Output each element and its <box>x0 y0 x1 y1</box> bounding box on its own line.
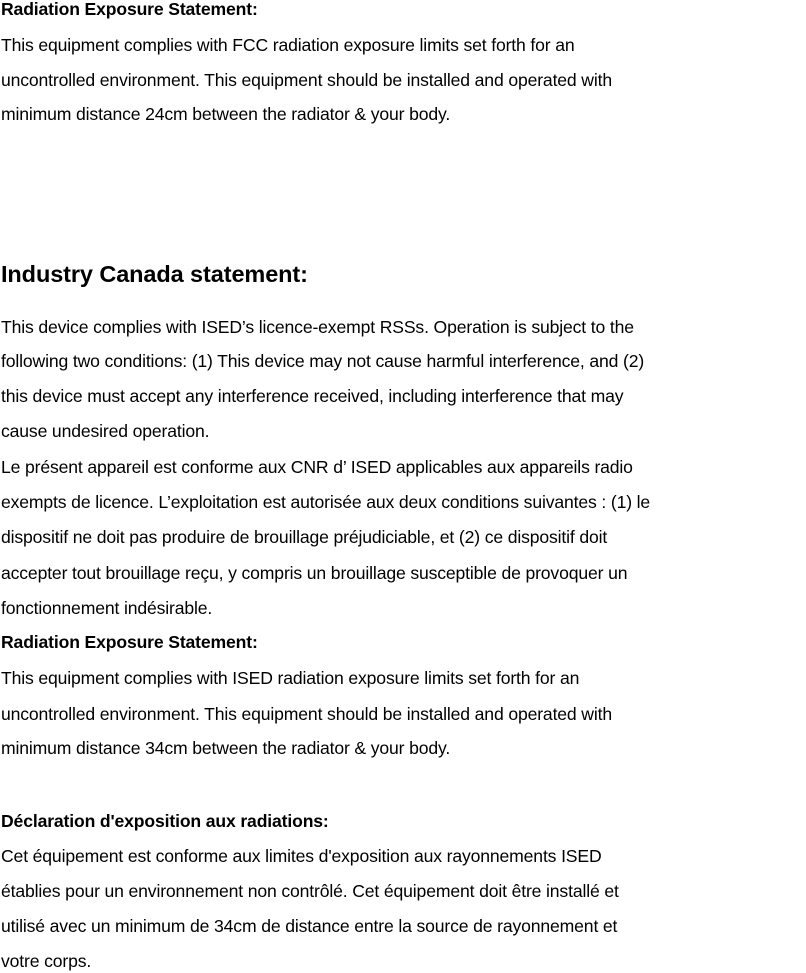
declaration-line: utilisé avec un minimum de 34cm de distance entre la source de rayonnement et <box>1 916 618 936</box>
ised-radiation-line: This equipment complies with ISED radiation exposure limits set forth for an <box>1 668 580 688</box>
fcc-radiation-line: minimum distance 24cm between the radiator & your body. <box>1 104 451 124</box>
ic-english-line: cause undesired operation. <box>1 421 210 441</box>
fcc-radiation-line: uncontrolled environment. This equipment should be installed and operated with <box>1 70 612 90</box>
ised-radiation-line: minimum distance 34cm between the radiator & your body. <box>1 738 451 758</box>
ic-english-line: this device must accept any interference received, including interference that may <box>1 386 624 406</box>
ic-french-line: Le présent appareil est conforme aux CNR d’ ISED applicables aux appareils radio <box>1 457 633 477</box>
ic-french-line: fonctionnement indésirable. <box>1 598 213 618</box>
declaration-line: établies pour un environnement non contrôlé. Cet équipement doit être installé et <box>1 881 619 901</box>
declaration-line: votre corps. <box>1 951 92 971</box>
ised-radiation-heading: Radiation Exposure Statement: <box>1 632 258 652</box>
ised-radiation-line: uncontrolled environment. This equipment should be installed and operated with <box>1 704 612 724</box>
declaration-heading: Déclaration d'exposition aux radiations: <box>1 811 329 831</box>
ic-english-line: following two conditions: (1) This device may not cause harmful interference, and (2) <box>1 351 645 371</box>
declaration-line: Cet équipement est conforme aux limites d'exposition aux rayonnements ISED <box>1 846 602 866</box>
ic-english-line: This device complies with ISED’s licence-exempt RSSs. Operation is subject to the <box>1 317 634 337</box>
industry-canada-heading: Industry Canada statement: <box>1 261 308 287</box>
fcc-radiation-line: This equipment complies with FCC radiation exposure limits set forth for an <box>1 35 575 55</box>
ic-french-line: exempts de licence. L’exploitation est autorisée aux deux conditions suivantes : (1) le <box>1 492 651 512</box>
ic-french-line: dispositif ne doit pas produire de brouillage préjudiciable, et (2) ce dispositif doit <box>1 527 608 547</box>
ic-french-line: accepter tout brouillage reçu, y compris un brouillage susceptible de provoquer un <box>1 563 628 583</box>
fcc-radiation-heading: Radiation Exposure Statement: <box>1 0 258 19</box>
